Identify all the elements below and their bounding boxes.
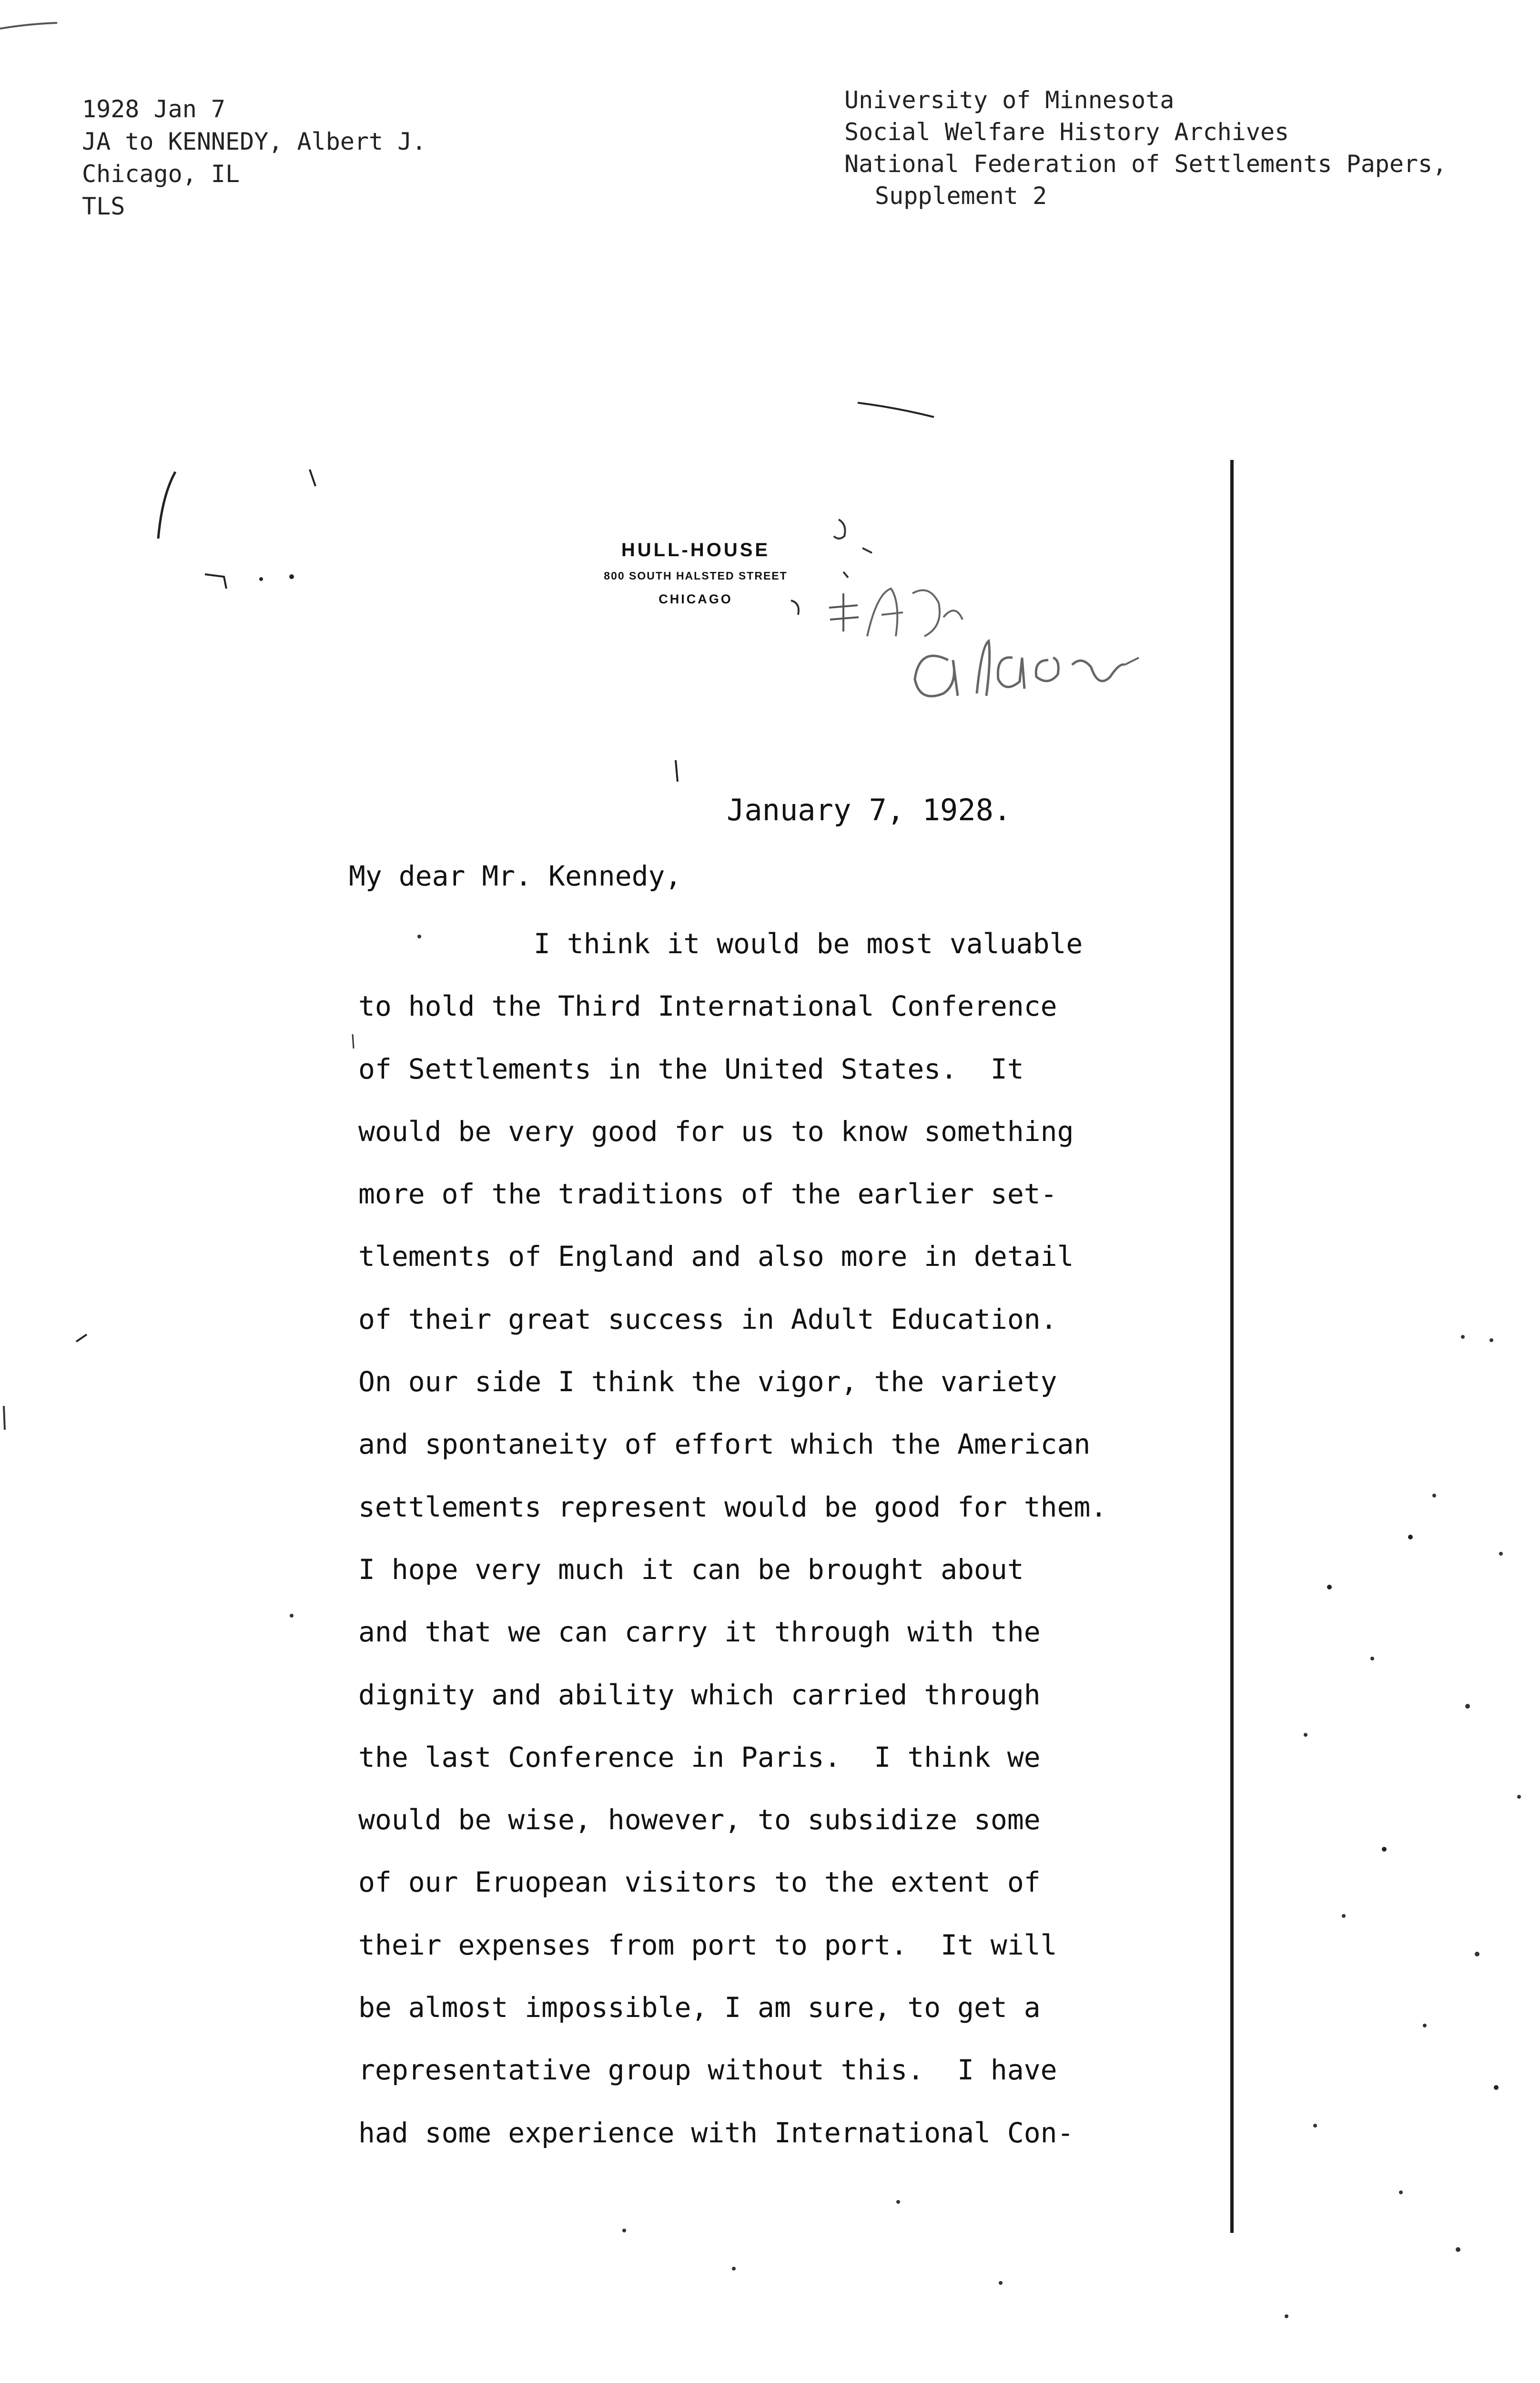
letterhead-name: HULL-HOUSE [621, 540, 770, 560]
archive-source-line: University of Minnesota [844, 86, 1175, 114]
archive-source-line: National Federation of Settlements Papers, [844, 150, 1447, 178]
handwritten-signature [824, 574, 1167, 722]
body-line: would be very good for us to know something [358, 1115, 1074, 1148]
body-line: of Settlements in the United States. It [358, 1052, 1024, 1085]
body-line: had some experience with International Con- [358, 2116, 1074, 2149]
body-line: tlements of England and also more in detail [358, 1240, 1074, 1273]
letter-body [358, 913, 1226, 2164]
body-line: and spontaneity of effort which the American [358, 1428, 1091, 1461]
body-line: be almost impossible, I am sure, to get a [358, 1991, 1041, 2024]
letterhead [572, 536, 820, 611]
body-line: representative group without this. I have [358, 2054, 1057, 2087]
body-line: would be wise, however, to subsidize some [358, 1803, 1041, 1836]
archive-correspondents: JA to KENNEDY, Albert J. [82, 128, 426, 155]
archive-location: Chicago, IL [82, 160, 240, 188]
body-line: dignity and ability which carried through [358, 1678, 1041, 1711]
body-line: of our Eruopean visitors to the extent of [358, 1866, 1041, 1899]
margin-rule [1230, 460, 1234, 2233]
body-line: their expenses from port to port. It will [358, 1928, 1057, 1961]
body-line: I think it would be most valuable [534, 927, 1083, 960]
body-line: to hold the Third International Conference [358, 990, 1057, 1023]
body-line: On our side I think the vigor, the variety [358, 1365, 1057, 1398]
body-line: I hope very much it can be brought about [358, 1553, 1024, 1586]
archive-doc-type: TLS [82, 193, 125, 220]
body-line: of their great success in Adult Education. [358, 1303, 1057, 1335]
archive-source-line: Supplement 2 [875, 182, 1047, 210]
archive-source-line: Social Welfare History Archives [844, 118, 1289, 146]
archive-date: 1928 Jan 7 [82, 95, 226, 123]
letterhead-street: 800 SOUTH HALSTED STREET [604, 570, 788, 582]
body-line: more of the traditions of the earlier set- [358, 1178, 1057, 1211]
body-line: and that we can carry it through with the [358, 1616, 1041, 1649]
body-line: the last Conference in Paris. I think we [358, 1741, 1041, 1773]
salutation: My dear Mr. Kennedy, [349, 860, 682, 892]
letter-date: January 7, 1928. [727, 793, 1012, 827]
body-line: settlements represent would be good for them. [358, 1490, 1107, 1523]
letterhead-city: CHICAGO [659, 592, 733, 606]
